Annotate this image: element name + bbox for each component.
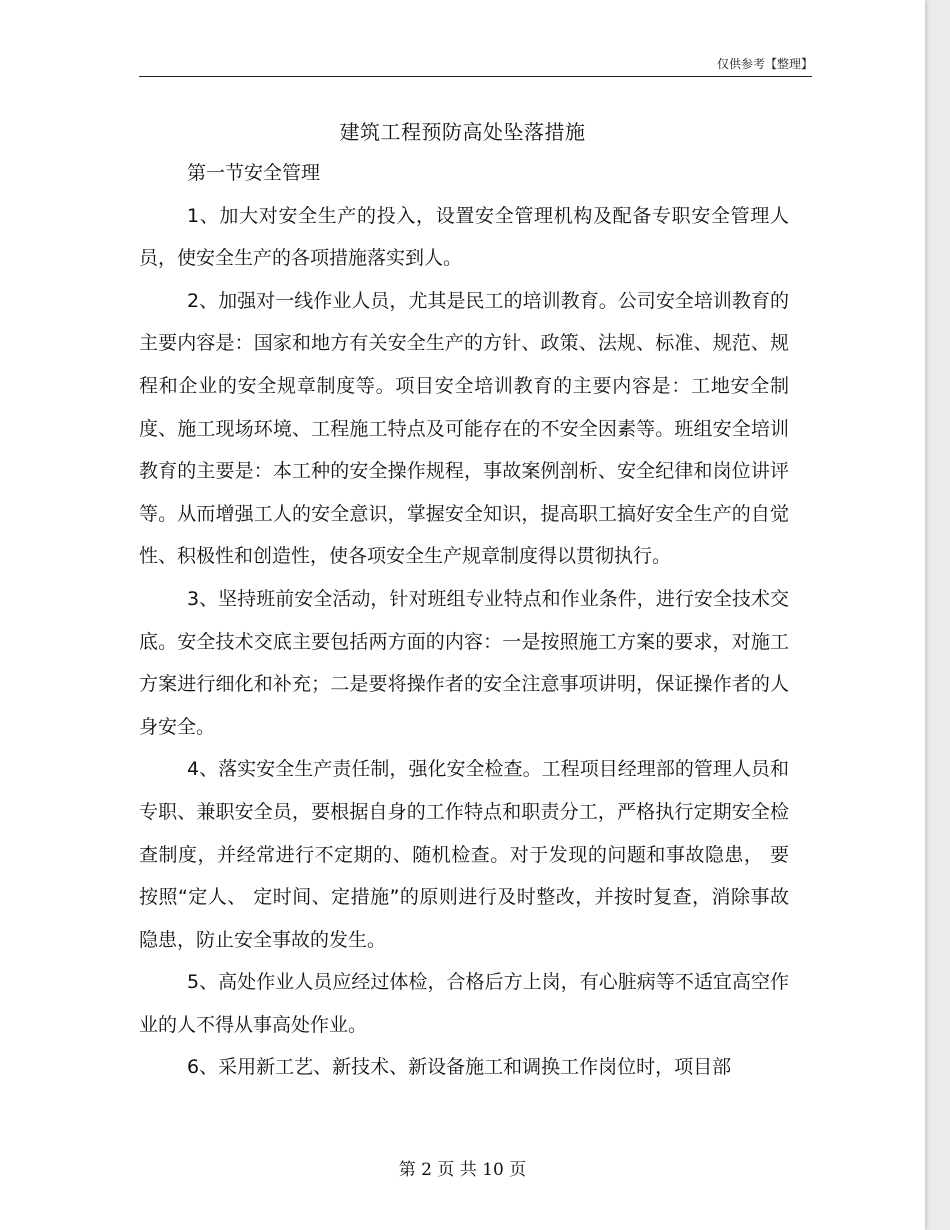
header-note: 仅供参考【整理】 [716, 57, 813, 71]
page-number-footer: 第 2 页 共 10 页 [398, 1160, 527, 1180]
paragraph-6: 6、采用新工艺、新技术、新设备施工和调换工作岗位时，项目部 [187, 1056, 732, 1079]
paragraph-3: 3、坚持班前安全活动，针对班组专业特点和作业条件，进行安全技术交底。安全技术交底主要包括两方面的内容：一是按照施工方案的要求，对施工方案进行细化和补充；二是要将操作者的安全注意事项讲明，保证操作者的人身安全。 [139, 587, 789, 738]
paragraph-4: 4、落实安全生产责任制，强化安全检查。工程项目经理部的管理人员和专职、兼职安全员，要根据自身的工作特点和职责分工，严格执行定期安全检查制度，并经常进行不定期的、随机检查。对于发现的问题和事故隐患， 要按照“定人、 定时间、定措施”的原则进行及时整改，并按时复查，消除事故隐患，防止安全事故的发生。 [139, 758, 789, 951]
document-body [139, 152, 789, 1089]
paragraph-1: 1、加大对安全生产的投入，设置安全管理机构及配备专职安全管理人员，使安全生产的各项措施落实到人。 [139, 204, 789, 270]
header-divider [139, 76, 812, 77]
document-title: 建筑工程预防高处坠落措施 [339, 120, 586, 144]
paragraph-5: 5、高处作业人员应经过体检，合格后方上岗，有心脏病等不适宜高空作业的人不得从事高处作业。 [139, 971, 789, 1036]
paragraph-2: 2、加强对一线作业人员，尤其是民工的培训教育。公司安全培训教育的主要内容是：国家和地方有关安全生产的方针、政策、法规、标准、规范、规程和企业的安全规章制度等。项目安全培训教育的主要内容是：工地安全制度、施工现场环境、工程施工特点及可能存在的不安全因素等。班组安全培训教育的主要是：本工种的安全操作规程，事故案例剖析、安全纪律和岗位讲评等。从而增强工人的安全意识，掌握安全知识，提高职工搞好安全生产的自觉性、积极性和创造性，使各项安全生产规章制度得以贯彻执行。 [139, 289, 789, 568]
section-heading: 第一节安全管理 [187, 162, 321, 184]
